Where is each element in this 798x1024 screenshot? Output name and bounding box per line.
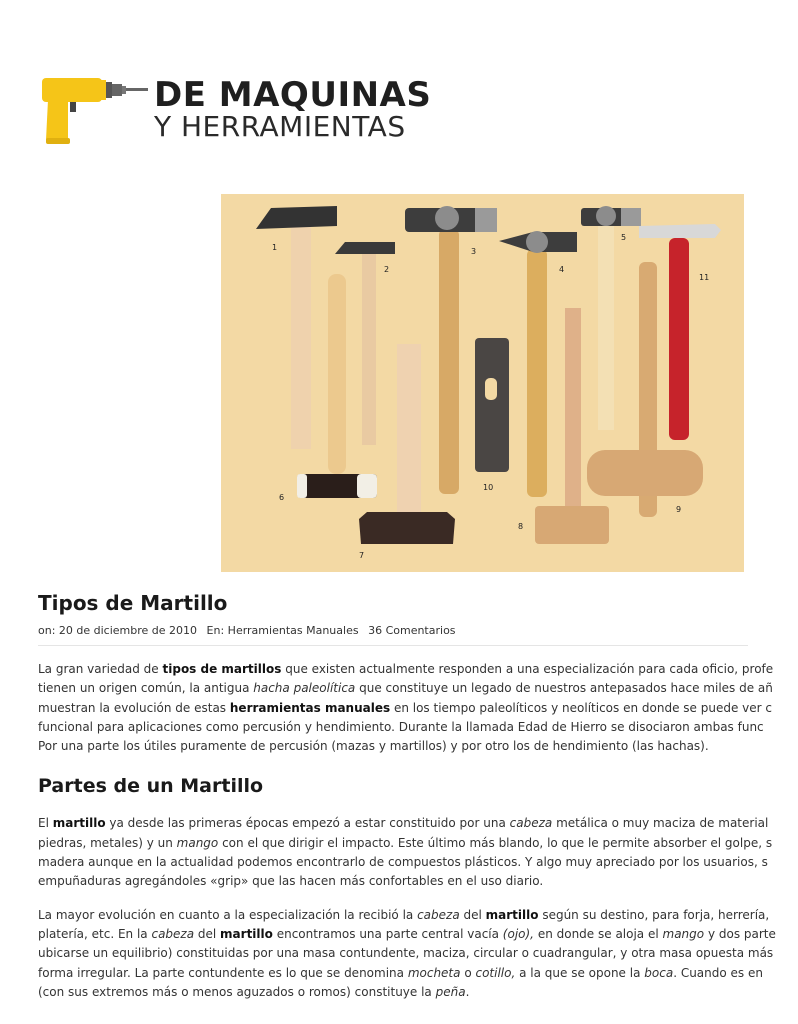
bold-text: tipos de martillos	[162, 662, 282, 676]
logo-title: DE MAQUINAS	[154, 75, 432, 115]
label-2: 2	[384, 265, 390, 274]
text-segment: a la que se opone la	[515, 965, 645, 980]
paragraph-line	[38, 925, 798, 944]
label-9: 9	[676, 505, 682, 514]
text-segment: forma irregular. La parte contundente es lo que se denomina	[38, 965, 408, 980]
article	[38, 588, 776, 1002]
text-segment: con el que dirigir el impacto. Este último más blando, lo que le permite absorber el golpe, s	[218, 835, 773, 850]
paragraph-line	[38, 660, 798, 679]
italic-text: mocheta	[407, 965, 461, 980]
paragraph-line	[38, 814, 798, 833]
text-segment: que constituye un legado de nuestros antepasados hace miles de añ	[355, 681, 773, 696]
post-category-link[interactable]: En: Herramientas Manuales	[206, 624, 359, 637]
bold-text: martillo	[220, 926, 273, 941]
italic-text: mango	[662, 926, 705, 941]
text-segment: en donde se aloja el	[534, 926, 663, 941]
italic-text: cabeza	[509, 816, 553, 831]
paragraph-line	[38, 718, 798, 737]
italic-text: cabeza	[417, 907, 460, 922]
label-1: 1	[272, 243, 278, 252]
text-segment: metálica o muy maciza de material	[552, 816, 769, 831]
section-heading: Partes de un Martillo	[38, 775, 264, 798]
italic-text: cotillo,	[475, 965, 516, 980]
text-segment: ubicarse un equilibrio) constituidas por una masa contundente, maciza, circular o cuadrangular, y otra masa opuesta más	[38, 946, 774, 961]
text-segment: según su destino, para forja, herrería,	[538, 907, 770, 922]
post-date: on: 20 de diciembre de 2010	[38, 624, 198, 637]
intro-paragraph	[38, 660, 798, 756]
paragraph-line	[38, 737, 798, 756]
post-comments-link[interactable]: 36 Comentarios	[368, 624, 456, 637]
text-segment: funcional para aplicaciones como percusión y hendimiento. Durante la llamada Edad de Hierro se disociaron ambas func	[38, 719, 764, 734]
site-logo[interactable]	[40, 74, 432, 148]
text-segment: o	[460, 965, 476, 980]
page-title[interactable]: Tipos de Martillo	[38, 591, 228, 615]
label-10: 10	[483, 483, 494, 492]
evolution-paragraph	[38, 906, 798, 1002]
label-3: 3	[471, 247, 477, 256]
label-5: 5	[621, 233, 627, 242]
paragraph-line	[38, 906, 798, 925]
featured-image	[221, 194, 744, 572]
italic-text: hacha paleolítica	[253, 681, 356, 696]
text-segment: . Cuando es en	[673, 965, 763, 980]
text-segment: piedras, metales) y un	[38, 835, 177, 850]
hammer-10	[475, 338, 509, 472]
text-segment: La gran variedad de	[38, 662, 163, 676]
paragraph-line	[38, 679, 798, 698]
label-7: 7	[359, 551, 365, 560]
paragraph-line	[38, 872, 798, 891]
text-segment: empuñaduras agregándoles «grip» que las hacen más confortables en el uso diario.	[38, 874, 544, 889]
label-11: 11	[699, 273, 710, 282]
drill-icon	[40, 74, 150, 146]
paragraph-line	[38, 699, 798, 718]
logo-subtitle: Y HERRAMIENTAS	[154, 110, 406, 143]
text-segment: y dos parte	[704, 926, 776, 941]
paragraph-line	[38, 853, 798, 872]
text-segment: El	[38, 816, 53, 831]
text-segment: que existen actualmente responden a una especialización para cada oficio, profe	[281, 662, 774, 676]
label-8: 8	[518, 522, 524, 531]
text-segment: platería, etc. En la	[38, 926, 152, 941]
text-segment: .	[465, 984, 470, 999]
italic-text: (ojo),	[502, 926, 534, 941]
hammers-illustration	[221, 194, 744, 572]
text-segment: del	[459, 907, 486, 922]
text-segment: del	[194, 926, 221, 941]
text-segment: encontramos una parte central vacía	[272, 926, 503, 941]
bold-text: martillo	[485, 907, 539, 922]
text-segment: (con sus extremos más o menos aguzados o romos) constituye la	[38, 984, 436, 999]
text-segment: tienen un origen común, la antigua	[38, 681, 254, 696]
italic-text: mango	[176, 835, 219, 850]
label-6: 6	[279, 493, 285, 502]
italic-text: peña	[435, 984, 466, 999]
text-segment: muestran la evolución de estas	[38, 700, 230, 715]
post-meta	[38, 624, 748, 646]
text-segment: ya desde las primeras épocas empezó a estar constituido por una	[105, 816, 510, 831]
text-segment: madera aunque en la actualidad podemos encontrarlo de compuestos plásticos. Y algo muy apreciado por los usuarios, s	[38, 855, 768, 870]
text-segment: La mayor evolución en cuanto a la especialización la recibió la	[38, 907, 418, 922]
italic-text: cabeza	[151, 926, 195, 941]
bold-text: martillo	[52, 816, 106, 831]
label-4: 4	[559, 265, 565, 274]
parts-paragraph	[38, 814, 798, 891]
paragraph-line	[38, 983, 798, 1002]
paragraph-line	[38, 964, 798, 983]
paragraph-line	[38, 944, 798, 963]
paragraph-line	[38, 834, 798, 853]
text-segment: Por una parte los útiles puramente de percusión (mazas y martillos) y por otro los de hendimiento (las hachas).	[38, 739, 709, 754]
italic-text: boca	[644, 965, 674, 980]
text-segment: en los tiempo paleolíticos y neolíticos en donde se puede ver c	[390, 700, 772, 715]
bold-text: herramientas manuales	[229, 700, 391, 715]
